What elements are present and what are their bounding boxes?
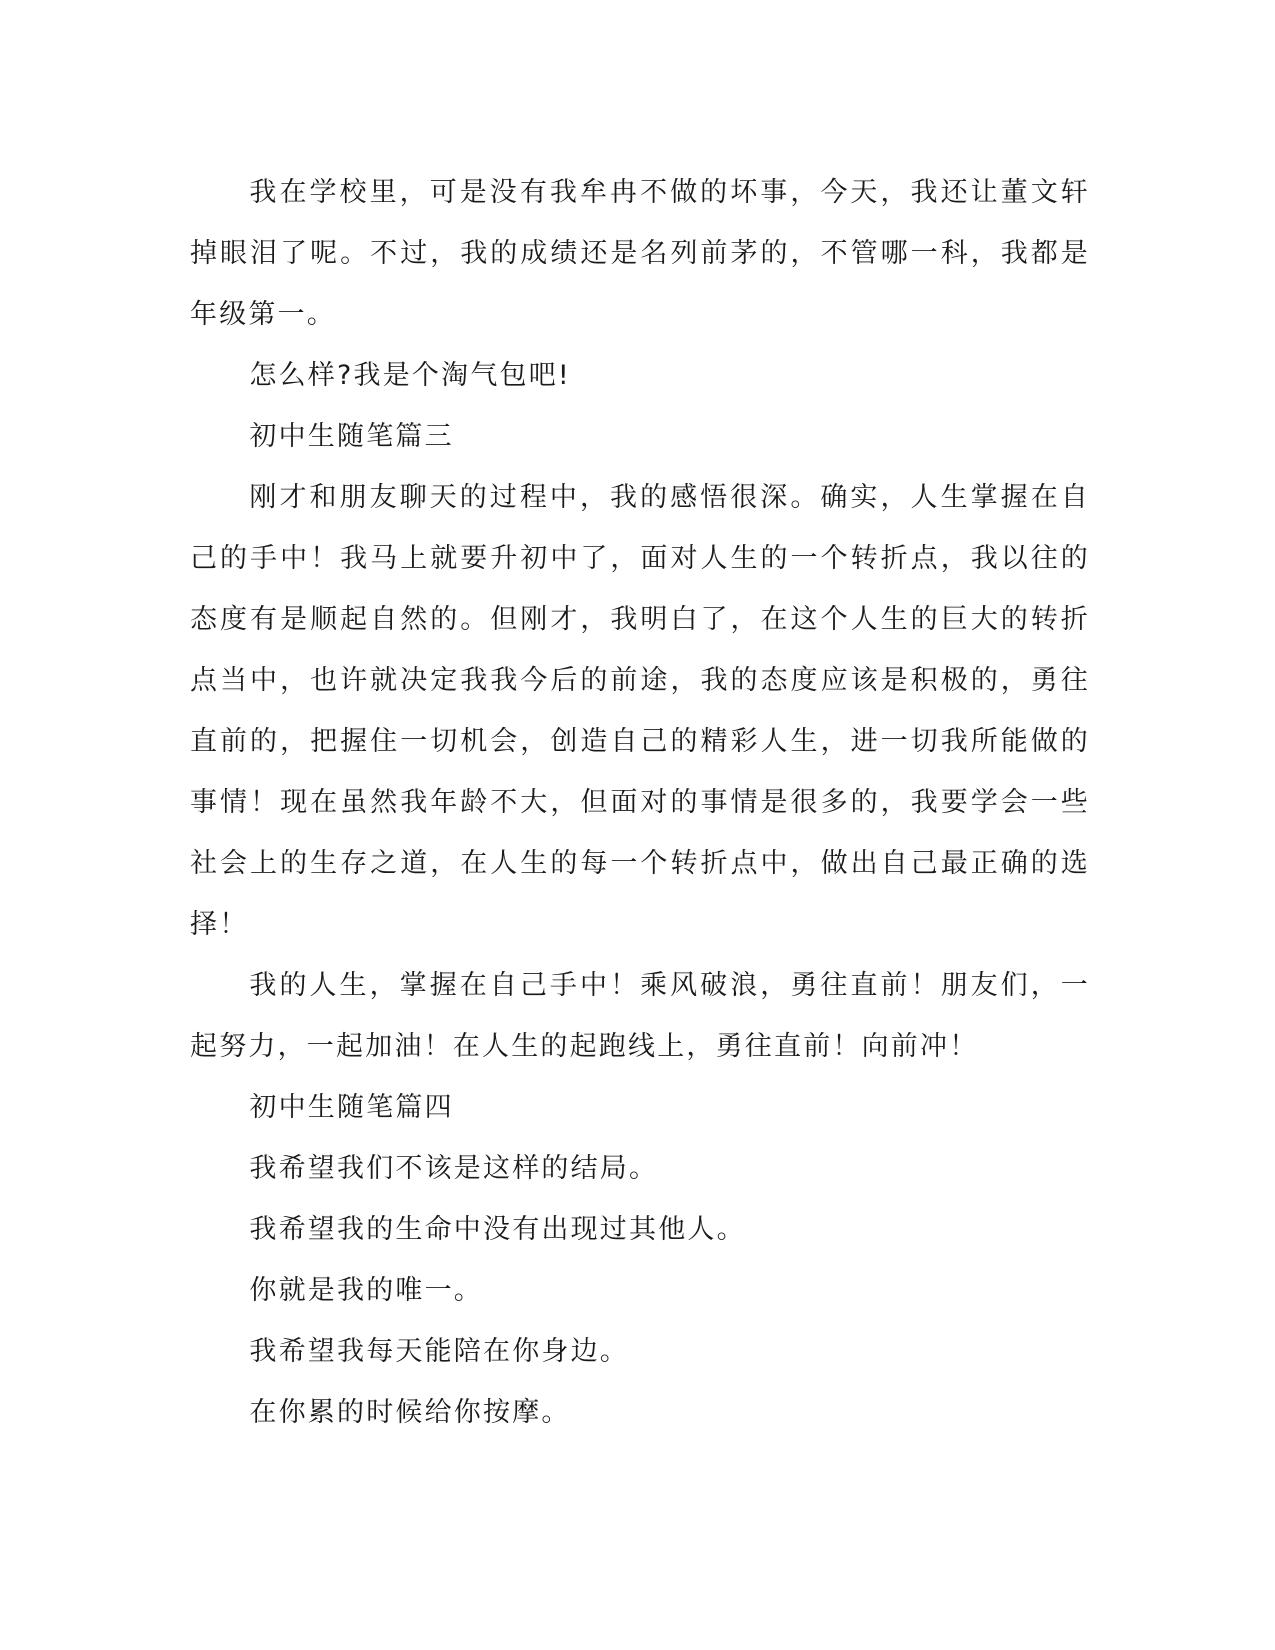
paragraph: 刚才和朋友聊天的过程中，我的感悟很深。确实，人生掌握在自己的手中！我马上就要升初中了，面对人生的一个转折点，我以往的态度有是顺起自然的。但刚才，我明白了，在这个人生的巨大的转折点当中，也许就决定我我今后的前途，我的态度应该是积极的，勇往直前的，把握住一切机会，创造自己的精彩人生，进一切我所能做的事情！现在虽然我年龄不大，但面对的事情是很多的，我要学会一些社会上的生存之道，在人生的每一个转折点中，做出自己最正确的选择！: [190, 482, 1090, 940]
section-heading: 初中生随笔篇三: [249, 421, 454, 452]
paragraph: 在你累的时候给你按摩。: [249, 1397, 571, 1428]
paragraph: 我希望我们不该是这样的结局。: [249, 1153, 659, 1184]
paragraph: 我在学校里，可是没有我牟冉不做的坏事，今天，我还让董文轩掉眼泪了呢。不过，我的成绩还是名列前茅的，不管哪一科，我都是年级第一。: [190, 177, 1090, 330]
paragraph: 我希望我的生命中没有出现过其他人。: [249, 1214, 746, 1245]
section-heading: 初中生随笔篇四: [249, 1092, 454, 1123]
paragraph: 我希望我每天能陪在你身边。: [249, 1336, 629, 1367]
paragraph: 怎么样?我是个淘气包吧!: [249, 360, 571, 391]
document-body: [190, 162, 1090, 1443]
paragraph: 你就是我的唯一。: [249, 1275, 483, 1306]
paragraph: 我的人生，掌握在自己手中！乘风破浪，勇往直前！朋友们，一起努力，一起加油！在人生的起跑线上，勇往直前！向前冲！: [190, 970, 1090, 1062]
